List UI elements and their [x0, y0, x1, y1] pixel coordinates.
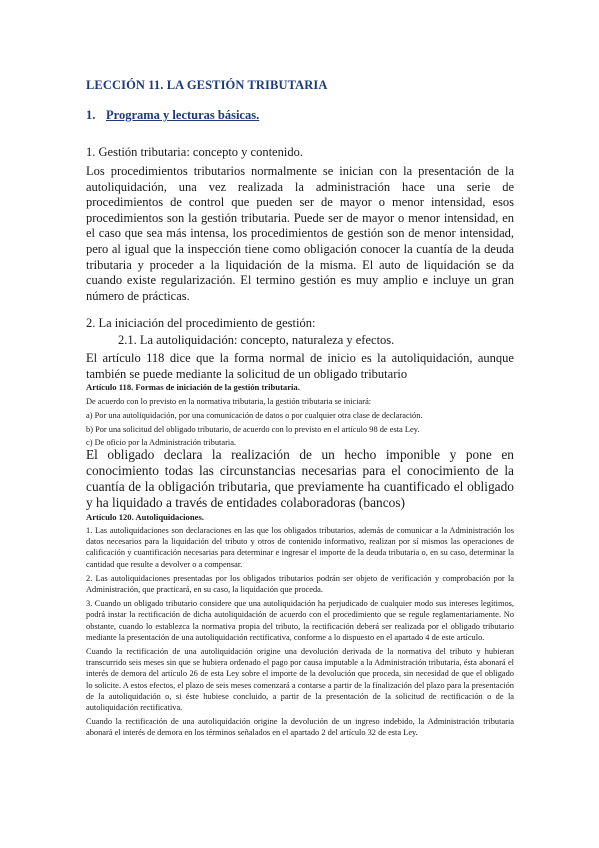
article-120-title: Artículo 120. Autoliquidaciones. [86, 512, 204, 522]
article-120-paragraph: Cuando la rectificación de una autoliquidación origine la devolución de un ingreso indebido, la Administración tributaria abonará el interés de demora en los términos señalados en el apartado 2 del artículo 32 de esta Ley. [86, 717, 514, 738]
article-120-paragraph: 1. Las autoliquidaciones son declaraciones en las que los obligados tributarios, además de comunicar a la Administración los datos necesarios para la liquidación del tributo y otros de contenido informativo, realizan por sí mismos las operaciones de calificación y cuantificación necesarias para determinar e ingresar el importe de la deuda tributaria o, en su caso, determinar la cantidad que resulte a devolver o a compensar. [86, 526, 514, 569]
article-118-title: Artículo 118. Formas de iniciación de la gestión tributaria. [86, 382, 300, 392]
article-118-line: De acuerdo con lo previsto en la normativa tributaria, la gestión tributaria se iniciará: [86, 397, 372, 406]
article-120-text [86, 525, 514, 739]
item2-subheading: 2.1. La autoliquidación: concepto, naturaleza y efectos. [118, 333, 395, 347]
article-120-paragraph: 3. Cuando un obligado tributario considere que una autoliquidación ha perjudicado de cualquier modo sus intereses legítimos, podrá instar la rectificación de dicha autoliquidación de acuerdo con el procedimiento que se regule reglamentariamente. No obstante, cuando lo establezca la normativa propia del tributo, la rectificación deberá ser realizada por el obligado tributario mediante la presentación de una autoliquidación rectificativa, conforme a lo dispuesto en el apartado 4 de este artículo. [86, 599, 514, 642]
article-118-text [86, 396, 514, 449]
article-120-paragraph: Cuando la rectificación de una autoliquidación origine una devolución derivada de la normativa del tributo y hubieran transcurrido seis meses sin que se hubiera ordenado el pago por causa imputable a la Administración tributaria, ésta abonará el interés de demora del artículo 26 de esta Ley sobre el importe de la devolución que proceda, sin necesidad de que el obligado lo solicite. A estos efectos, el plazo de seis meses comenzará a contarse a partir de la finalización del plazo para la presentación de la autoliquidación o, si éste hubiese concluido, a partir de la presentación de la solicitud de rectificación o de la autoliquidación rectificativa. [86, 647, 514, 713]
item1-body: Los procedimientos tributarios normalmente se inician con la presentación de la autoliquidación, una vez realizada la administración hace una serie de procedimientos de control que pueden ser de mayor o menor intensidad, esos procedimientos son la gestión tributaria. Puede ser de mayor o menor intensidad, en el caso que sea más intensa, los procedimientos de gestión son de menor intensidad, pero al igual que la inspección tiene como obligación conocer la cuantía de la deuda tributaria y proceder a la liquidación de la misma. El auto de liquidación se da cuando existe regularización. El termino gestión es muy amplio e incluye un gran número de prácticas. [86, 164, 514, 303]
item2-heading: 2. La iniciación del procedimiento de gestión: [86, 316, 316, 330]
section-number: 1. [86, 108, 96, 122]
item2-body: El artículo 118 dice que la forma normal de inicio es la autoliquidación, aunque también se puede mediante la solicitud de un obligado tributario [86, 351, 514, 381]
item2-body-2: El obligado declara la realización de un hecho imponible y pone en conocimiento todas las circunstancias necesarias para el conocimiento de la cuantía de la obligación tributaria, que previamente ha cuantificado el obligado y ha liquidado a través de entidades colaboradoras (bancos) [86, 447, 514, 510]
section-label: Programa y lecturas básicas. [106, 108, 260, 122]
article-118-line: c) De oficio por la Administración tributaria. [86, 438, 237, 448]
article-118-line: b) Por una solicitud del obligado tributario, de acuerdo con lo previsto en el artículo 98 de esta Ley. [86, 424, 420, 434]
lesson-title: LECCIÓN 11. LA GESTIÓN TRIBUTARIA [86, 78, 328, 92]
article-120-paragraph: 2. Las autoliquidaciones presentadas por los obligados tributarios podrán ser objeto de verificación y comprobación por la Administración, que practicará, en su caso, la liquidación que proceda. [86, 573, 514, 595]
section-heading [86, 108, 526, 123]
article-118-line: a) Por una autoliquidación, por una comunicación de datos o por cualquier otra clase de declaración. [86, 410, 423, 420]
item1-heading: 1. Gestión tributaria: concepto y contenido. [86, 145, 303, 159]
